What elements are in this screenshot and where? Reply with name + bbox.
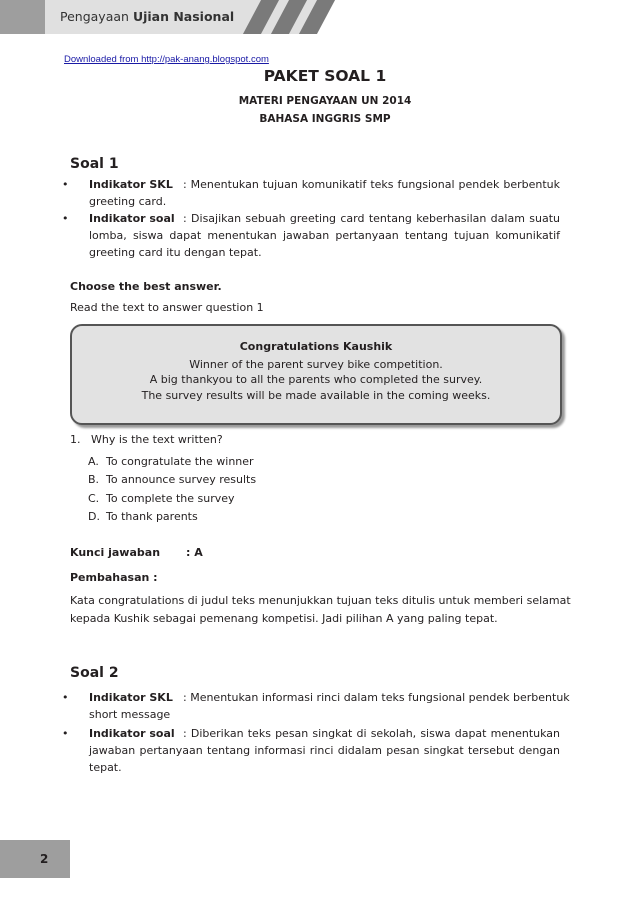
greeting-card-line: The survey results will be made available in the coming weeks. — [141, 389, 491, 402]
indikator-text: : Menentukan informasi rinci dalam teks fungsional pendek berbentuk — [183, 691, 570, 704]
download-link[interactable]: Downloaded from http://pak-anang.blogspot.com — [64, 54, 269, 65]
read-instruction: Read the text to answer question 1 — [70, 301, 264, 314]
greeting-card-line: A big thankyou to all the parents who completed the survey. — [149, 373, 483, 386]
greeting-card-title: Congratulations Kaushik — [239, 340, 393, 353]
indikator-label: Indikator SKL — [89, 691, 173, 704]
soal-2-indikator-skl — [62, 689, 570, 723]
indikator-text: greeting card itu dengan tepat. — [89, 246, 262, 259]
subject-subtitle: BAHASA INGGRIS SMP — [259, 113, 391, 125]
soal-2-title: Soal 2 — [70, 665, 119, 681]
kunci-jawaban-value: : A — [186, 546, 203, 559]
pembahasan-line: kepada Kushik sebagai pemenang kompetisi. Jadi pilihan A yang paling tepat. — [70, 612, 498, 625]
indikator-text: lomba, siswa dapat menentukan jawaban pertanyaan tentang tujuan komunikatif — [89, 229, 560, 242]
page-title: PAKET SOAL 1 — [263, 67, 387, 85]
indikator-text: : Menentukan tujuan komunikatif teks fungsional pendek berbentuk — [183, 178, 560, 191]
greeting-card-box — [70, 324, 562, 425]
page-number: 2 — [40, 852, 49, 866]
pembahasan-line: Kata congratulations di judul teks menunjukkan tujuan teks ditulis untuk memberi selamat — [70, 594, 571, 607]
pembahasan-text — [70, 592, 571, 628]
indikator-text: jawaban pertanyaan tentang informasi rinci didalam pesan singkat tersebut dengan — [89, 744, 560, 757]
bullet: • — [62, 691, 69, 704]
pembahasan-label: Pembahasan : — [70, 571, 158, 584]
indikator-label: Indikator soal — [89, 727, 175, 740]
indikator-text: short message — [89, 708, 171, 721]
option-c: C. To complete the survey — [88, 492, 235, 505]
kunci-jawaban-label: Kunci jawaban — [70, 546, 161, 559]
soal-2-indikator-soal — [62, 725, 560, 776]
indikator-text: tepat. — [89, 761, 122, 774]
question-1: 1. Why is the text written? — [70, 433, 223, 446]
option-a: A. To congratulate the winner — [88, 455, 254, 468]
soal-1-indikator-soal — [62, 210, 560, 261]
materi-subtitle: MATERI PENGAYAAN UN 2014 — [238, 95, 412, 107]
indikator-label: Indikator soal — [89, 212, 175, 225]
bullet: • — [62, 178, 69, 191]
greeting-card-line: Winner of the parent survey bike competition. — [189, 358, 443, 371]
header-title: Pengayaan Ujian Nasional — [60, 9, 235, 24]
indikator-label: Indikator SKL — [89, 178, 173, 191]
soal-1-indikator-skl — [62, 176, 560, 210]
header-accent-block — [0, 0, 45, 34]
indikator-text: : Disajikan sebuah greeting card tentang keberhasilan dalam suatu — [183, 212, 560, 225]
option-d: D. To thank parents — [88, 510, 198, 523]
indikator-text: greeting card. — [89, 195, 167, 208]
soal-1-title: Soal 1 — [70, 156, 119, 172]
page-number-box — [0, 840, 70, 878]
bullet: • — [62, 727, 69, 740]
instruction: Choose the best answer. — [70, 280, 222, 293]
indikator-text: : Diberikan teks pesan singkat di sekolah, siswa dapat menentukan — [183, 727, 560, 740]
bullet: • — [62, 212, 69, 225]
option-b: B. To announce survey results — [88, 473, 257, 486]
